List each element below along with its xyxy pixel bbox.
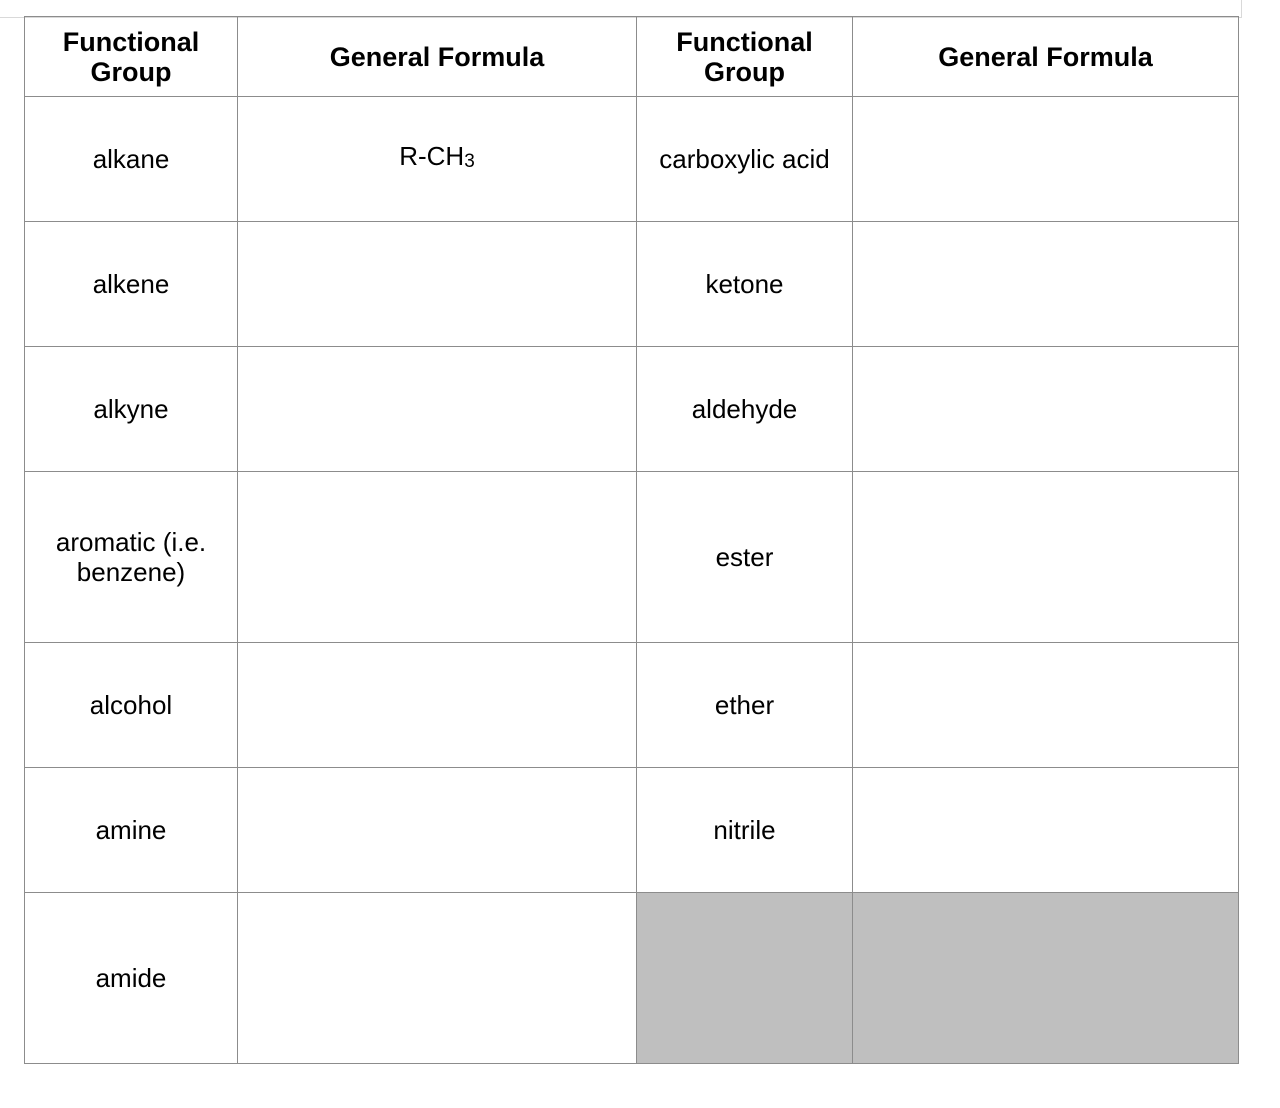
group-name-cell: amine xyxy=(25,768,238,893)
table-row xyxy=(25,97,1239,222)
formula-cell-ether[interactable] xyxy=(853,643,1239,768)
shaded-empty-cell xyxy=(853,893,1239,1064)
group-name-cell: aromatic (i.e. benzene) xyxy=(25,472,238,643)
table-row xyxy=(25,347,1239,472)
group-name-cell: alkyne xyxy=(25,347,238,472)
formula-cell-ketone[interactable] xyxy=(853,222,1239,347)
header-general-formula-left: General Formula xyxy=(238,17,637,97)
header-functional-group-right: Functional Group xyxy=(637,17,853,97)
table-row xyxy=(25,222,1239,347)
group-name-cell: ether xyxy=(637,643,853,768)
group-name-cell: alkene xyxy=(25,222,238,347)
table-row xyxy=(25,893,1239,1064)
group-name-cell: nitrile xyxy=(637,768,853,893)
group-name-cell: alkane xyxy=(25,97,238,222)
shaded-empty-cell xyxy=(637,893,853,1064)
group-name-cell: carboxylic acid xyxy=(637,97,853,222)
page-boundary-right xyxy=(1241,0,1242,18)
table-row xyxy=(25,472,1239,643)
table-row xyxy=(25,768,1239,893)
header-general-formula-right: General Formula xyxy=(853,17,1239,97)
formula-text: R-CH xyxy=(399,141,465,171)
formula-cell-amide[interactable] xyxy=(238,893,637,1064)
group-name-cell: alcohol xyxy=(25,643,238,768)
formula-cell-carboxylic-acid[interactable] xyxy=(853,97,1239,222)
table-header-row xyxy=(25,17,1239,97)
group-name-cell: amide xyxy=(25,893,238,1064)
formula-cell-alkane[interactable] xyxy=(238,97,637,222)
formula-cell-aldehyde[interactable] xyxy=(853,347,1239,472)
group-name-cell: aldehyde xyxy=(637,347,853,472)
formula-cell-aromatic[interactable] xyxy=(238,472,637,643)
table-row xyxy=(25,643,1239,768)
formula-cell-ester[interactable] xyxy=(853,472,1239,643)
formula-cell-alkene[interactable] xyxy=(238,222,637,347)
formula-subscript: 3 xyxy=(464,151,475,172)
group-name-cell: ester xyxy=(637,472,853,643)
functional-group-table xyxy=(24,16,1239,1064)
formula-cell-nitrile[interactable] xyxy=(853,768,1239,893)
group-name-cell: ketone xyxy=(637,222,853,347)
header-functional-group-left: Functional Group xyxy=(25,17,238,97)
formula-cell-alkyne[interactable] xyxy=(238,347,637,472)
formula-cell-amine[interactable] xyxy=(238,768,637,893)
formula-cell-alcohol[interactable] xyxy=(238,643,637,768)
